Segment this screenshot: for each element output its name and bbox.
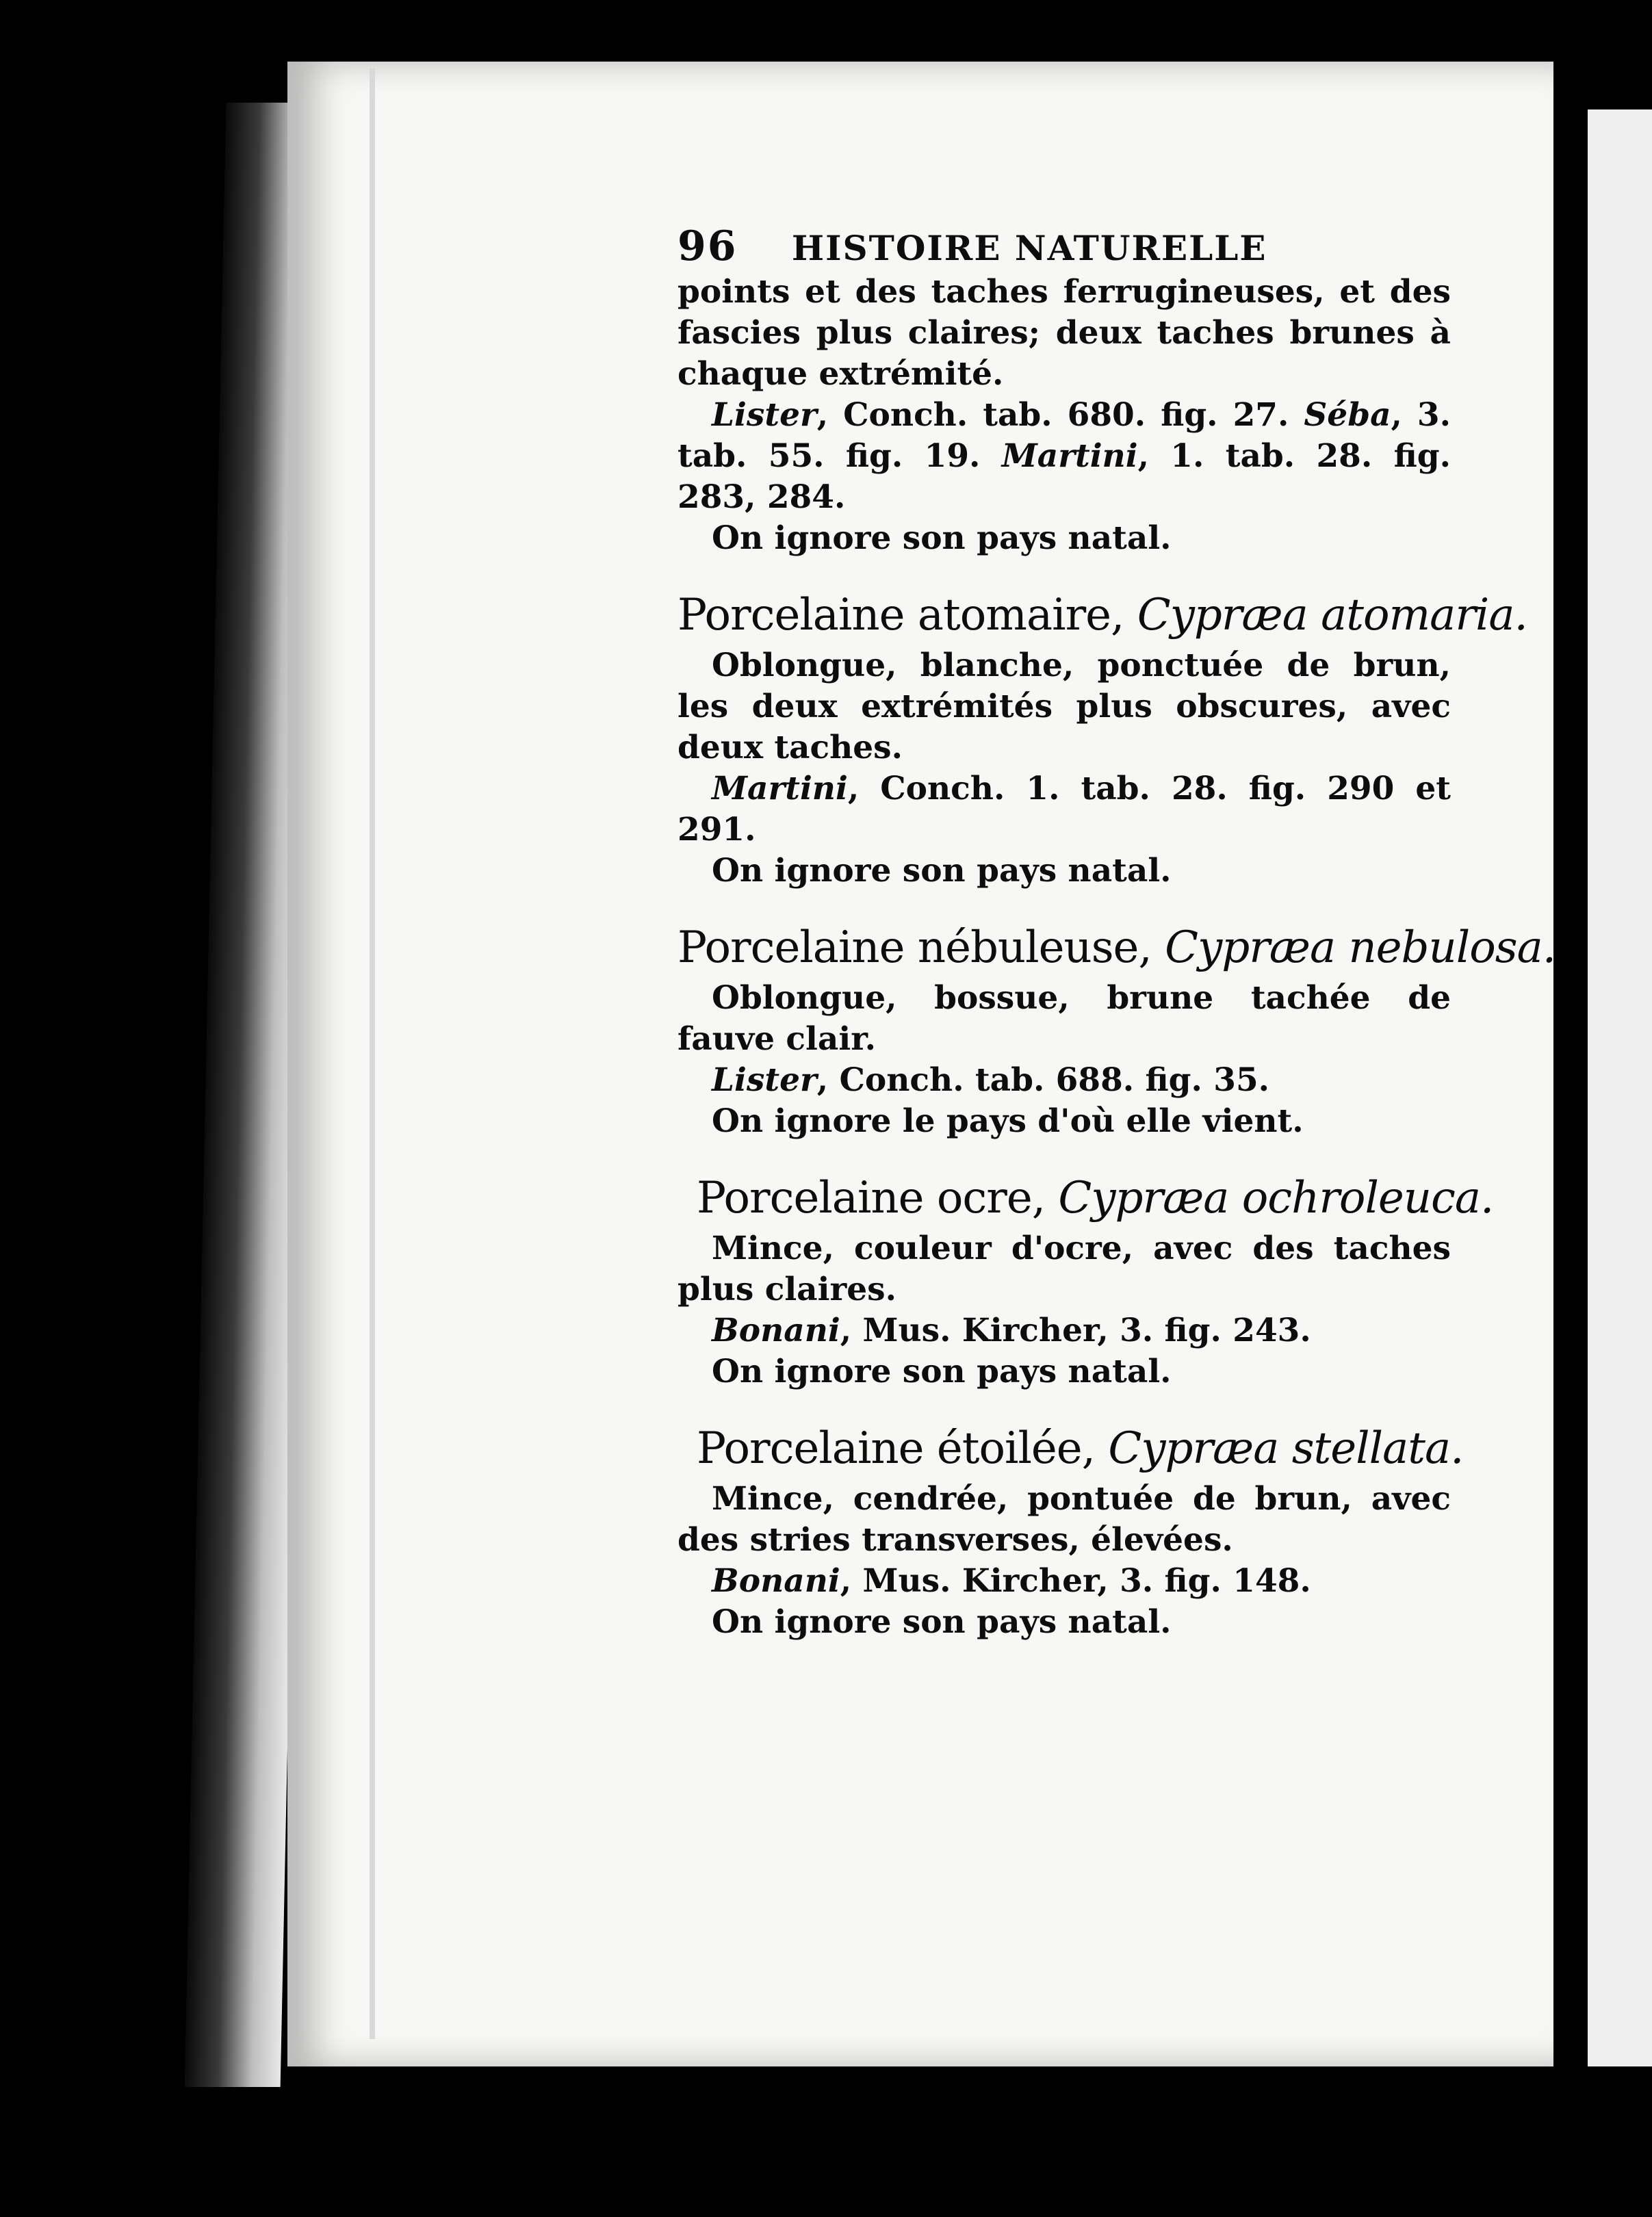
entry-ochroleuca: [677, 1171, 1494, 1392]
ref-text: , 1. tab. 28. fig. 283, 284.: [677, 437, 1451, 516]
page-text: [677, 222, 1556, 1643]
entry-reference: [677, 1561, 1451, 1602]
entry-description: Oblongue, blanche, ponctuée de brun, les deux extrémités plus obscures, avec deux taches.: [677, 647, 1451, 766]
entry-title: [677, 920, 1556, 975]
ref-text: , Conch. tab. 688. fig. 35.: [816, 1061, 1270, 1099]
entry-reference: [677, 1060, 1451, 1101]
entry-latin-name: Cypræa stellata.: [1108, 1423, 1464, 1474]
entry-native-note: On ignore son pays natal.: [712, 1603, 1172, 1641]
entry-atomaria: [677, 588, 1527, 892]
ref-author: Séba: [1304, 396, 1391, 434]
intro-reference: [677, 395, 1451, 518]
intro-description: points et des taches ferrugineuses, et des fascies plus claires; deux taches brunes à chaque extrémité.: [677, 273, 1451, 393]
entry-name: Porcelaine ocre,: [697, 1173, 1059, 1223]
entry-nebulosa: [677, 920, 1556, 1142]
entry-native-note: On ignore le pays d'où elle vient.: [712, 1102, 1304, 1140]
entry-latin-name: Cypræa ochroleuca.: [1058, 1173, 1494, 1223]
ref-text: , Mus. Kircher, 3. fig. 243.: [840, 1312, 1311, 1349]
running-title: HISTOIRE NATURELLE: [791, 228, 1267, 268]
ref-author: Lister: [712, 396, 817, 434]
intro-native-note: On ignore son pays natal.: [712, 519, 1172, 557]
ref-text: , 3. tab. 55. fig. 19.: [677, 396, 1451, 475]
entry-latin-name: Cypræa nebulosa.: [1165, 922, 1556, 973]
entry-title: [677, 1421, 1464, 1476]
entry-name: Porcelaine étoilée,: [697, 1423, 1109, 1474]
page-number: 96: [677, 222, 738, 270]
ref-text: , Conch. tab. 680. fig. 27.: [816, 396, 1304, 434]
entry-stellata: [677, 1421, 1464, 1643]
entry-name: Porcelaine nébuleuse,: [677, 922, 1165, 973]
ref-author: Martini: [1001, 437, 1138, 475]
entry-native-note: On ignore son pays natal.: [712, 852, 1172, 890]
entry-name: Porcelaine atomaire,: [677, 590, 1137, 640]
ref-text: , Conch. 1. tab. 28. fig. 290 et 291.: [677, 770, 1451, 848]
ref-author: Martini: [712, 770, 848, 807]
entry-title: [677, 1171, 1494, 1226]
page-fold-edge: [370, 68, 375, 2039]
entry-description: Mince, cendrée, pontuée de brun, avec des stries transverses, élevées.: [677, 1480, 1451, 1559]
entry-native-note: On ignore son pays natal.: [712, 1353, 1172, 1390]
ref-author: Bonani: [712, 1312, 840, 1349]
entry-reference: [677, 1310, 1451, 1351]
running-header: [677, 222, 1451, 270]
entry-reference: [677, 768, 1451, 851]
entry-latin-name: Cypræa atomaria.: [1137, 590, 1527, 640]
entry-description: Oblongue, bossue, brune tachée de fauve clair.: [677, 979, 1451, 1058]
ref-author: Lister: [712, 1061, 817, 1099]
ref-text: , Mus. Kircher, 3. fig. 148.: [840, 1562, 1311, 1600]
ref-author: Bonani: [712, 1562, 840, 1600]
entry-title: [677, 588, 1527, 643]
facing-page-edge: [1588, 109, 1652, 2066]
entry-description: Mince, couleur d'ocre, avec des taches plus claires.: [677, 1230, 1451, 1308]
